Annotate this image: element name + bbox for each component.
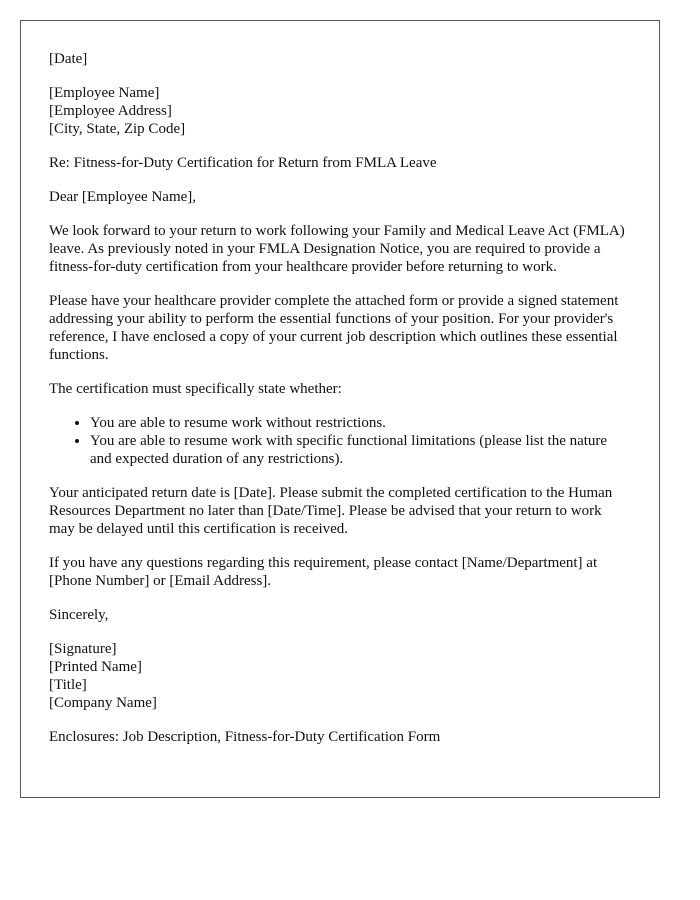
letter-closing: Sincerely, bbox=[49, 607, 109, 623]
letter-subject: Re: Fitness-for-Duty Certification for Return from FMLA Leave bbox=[49, 155, 437, 171]
list-item: • You are able to resume work with specific functional limitations (please list the nature and expected duration of any restrictions). bbox=[90, 432, 631, 468]
signature-block bbox=[49, 640, 631, 712]
body-paragraph-provider-instructions: Please have your healthcare provider complete the attached form or provide a signed statement addressing your ability to perform the essential functions of your position. For your provider's reference, I have enclosed a copy of your current job description which outlines these essential functions. bbox=[49, 293, 619, 363]
printed-name: [Printed Name] bbox=[49, 659, 142, 675]
recipient-city-line: [City, State, Zip Code] bbox=[49, 121, 186, 137]
signer-title: [Title] bbox=[49, 677, 87, 693]
list-item: • You are able to resume work without restrictions. bbox=[90, 414, 631, 432]
recipient-name: [Employee Name] bbox=[49, 85, 160, 101]
body-paragraph-contact: If you have any questions regarding this requirement, please contact [Name/Department] at [Phone Number] or [Email Address]. bbox=[49, 555, 598, 589]
body-paragraph-return-date: Your anticipated return date is [Date]. Please submit the completed certification to the Human Resources Department no later than [Date/Time]. Please be advised that your return to work may be delayed until this certification is received. bbox=[49, 485, 613, 537]
signature-placeholder: [Signature] bbox=[49, 641, 117, 657]
company-name: [Company Name] bbox=[49, 695, 157, 711]
letter-page bbox=[20, 20, 660, 798]
letter-salutation: Dear [Employee Name], bbox=[49, 189, 197, 205]
certification-requirements-list bbox=[49, 414, 631, 468]
enclosures-line: Enclosures: Job Description, Fitness-for-Duty Certification Form bbox=[49, 729, 441, 745]
certification-intro: The certification must specifically state whether: bbox=[49, 381, 342, 397]
recipient-address-block bbox=[49, 84, 631, 138]
recipient-address: [Employee Address] bbox=[49, 103, 172, 119]
body-paragraph-return-notice: We look forward to your return to work following your Family and Medical Leave Act (FMLA) leave. As previously noted in your FMLA Designation Notice, you are required to provide a fitness-for-duty certification from your healthcare provider before returning to work. bbox=[49, 223, 625, 275]
letter-date: [Date] bbox=[49, 51, 88, 67]
